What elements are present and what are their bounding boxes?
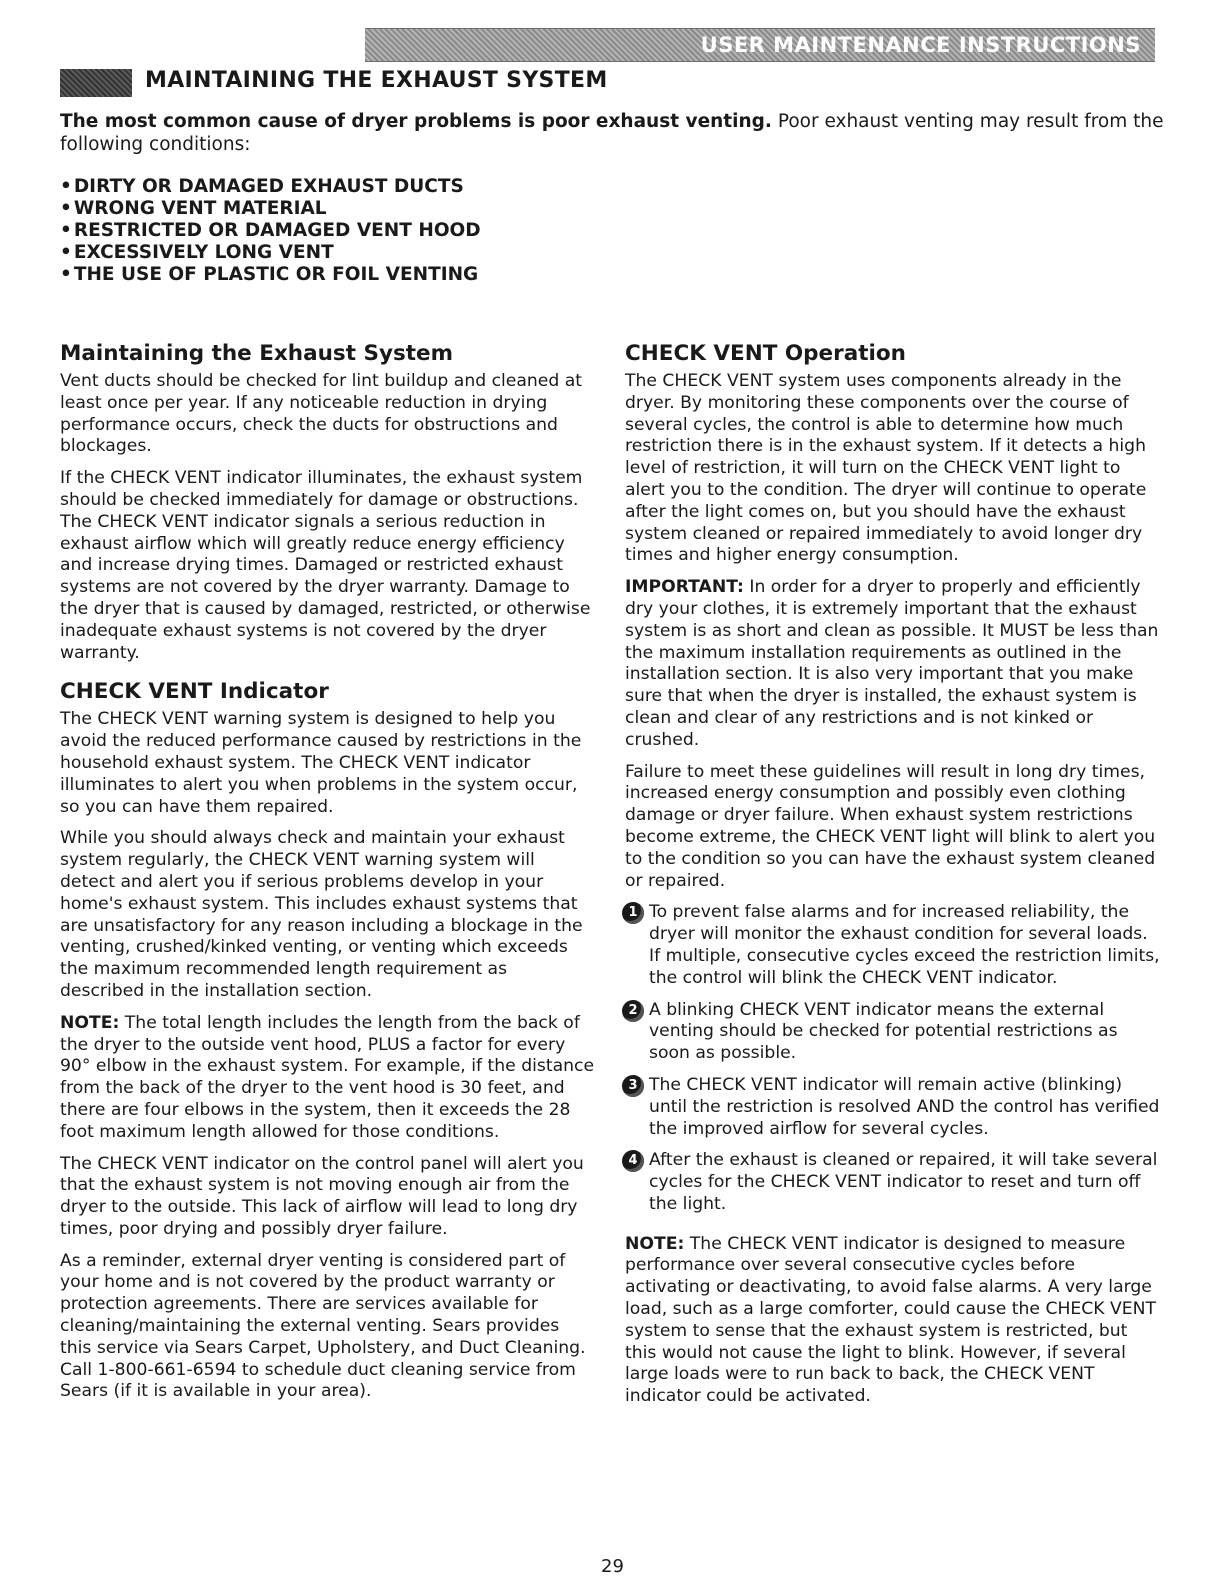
important-label: IMPORTANT: (625, 577, 744, 598)
operation-paragraph-1: The CHECK VENT system uses components already in the dryer. By monitoring these components over the course of several cycles, the control is able to determine how much restriction there is in the exhaust system. If it detects a high level of restriction, it will turn on the CHECK VENT light to alert you to the condition. The dryer will continue to operate after the light comes on, but you should have the exhaust system cleaned or repaired immediately to avoid longer dry times and higher energy consumption. (625, 371, 1147, 566)
step-item (625, 1075, 1160, 1140)
steps-list (625, 902, 1160, 1215)
note-text: The CHECK VENT indicator is designed to measure performance over several consecutive cycles before activating or deactivating, to avoid false alarms. A very large load, such as a large comforter, could cause the CHECK VENT system to sense that the exhaust system is restricted, but this would not cause the light to blink. However, if several large loads were to run back to back, the CHECK VENT indicator could be activated. (625, 1233, 1156, 1407)
step-item (625, 1150, 1160, 1215)
condition-item: • EXCESSIVELY LONG VENT (60, 242, 481, 264)
note-label: NOTE: (625, 1233, 685, 1254)
step-text: To prevent false alarms and for increased reliability, the dryer will monitor the exhaust condition for several loads. If multiple, consecutive cycles exceed the restriction limits, the control will blink the CHECK VENT indicator. (649, 902, 1160, 988)
header-title: USER MAINTENANCE INSTRUCTIONS (700, 33, 1141, 57)
note-text: The total length includes the length from the back of the dryer to the outside vent hood, PLUS a factor for every 90° elbow in the exhaust system. For example, if the distance from the back of the dryer to the vent hood is 30 feet, and there are four elbows in the system, then it exceeds the 28 foot maximum length allowed for those conditions. (60, 1012, 595, 1142)
indicator-paragraph-2: While you should always check and maintain your exhaust system regularly, the CHECK VENT warning system will detect and alert you if serious problems develop in your home's exhaust system. This includes exhaust systems that are unsatisfactory for any reason including a blockage in the venting, crushed/kinked venting, or venting which exceeds the maximum recommended length requirement as described in the installation section. (60, 828, 583, 1001)
maintaining-paragraph-2: If the CHECK VENT indicator illuminates, the exhaust system should be checked immediately for damage or obstructions. The CHECK VENT indicator signals a serious reduction in exhaust airflow which will greatly reduce energy efficiency and increase drying times. Damaged or restricted exhaust systems are not covered by the dryer warranty. Damage to the dryer that is caused by damaged, restricted, or otherwise inadequate exhaust systems is not covered by the dryer warranty. (60, 468, 591, 663)
intro-bold: The most common cause of dryer problems is poor exhaust venting. (60, 111, 772, 132)
intro-paragraph (60, 110, 1170, 156)
step-number-icon: 3 (622, 1075, 644, 1097)
conditions-list (60, 176, 481, 286)
step-number-icon: 1 (622, 902, 644, 924)
section-title: MAINTAINING THE EXHAUST SYSTEM (145, 68, 608, 93)
page-number: 29 (601, 1556, 624, 1577)
step-number-icon: 2 (622, 1000, 644, 1022)
maintaining-paragraph-1: Vent ducts should be checked for lint buildup and cleaned at least once per year. If any noticeable reduction in drying performance occurs, check the ducts for obstructions and blockages. (60, 371, 583, 457)
condition-item: • THE USE OF PLASTIC OR FOIL VENTING (60, 264, 481, 286)
operation-paragraph-2: Failure to meet these guidelines will result in long dry times, increased energy consumption and possibly even clothing damage or dryer failure. When exhaust system restrictions become extreme, the CHECK VENT light will blink to alert you to the condition so you can have the exhaust system cleaned or repaired. (625, 761, 1156, 891)
note-label: NOTE: (60, 1012, 120, 1033)
important-paragraph (625, 577, 1160, 751)
operation-heading: CHECK VENT Operation (625, 341, 906, 366)
header-band (365, 28, 1155, 62)
step-item (625, 902, 1160, 989)
step-text: The CHECK VENT indicator will remain active (blinking) until the restriction is resolved AND the control has verified the improved airflow for several cycles. (649, 1074, 1160, 1139)
condition-item: • RESTRICTED OR DAMAGED VENT HOOD (60, 220, 481, 242)
consecutive-cycles-note (625, 1234, 1160, 1408)
left-column (60, 340, 595, 1413)
step-item (625, 1000, 1160, 1065)
step-number-icon: 4 (622, 1150, 644, 1172)
condition-item: • WRONG VENT MATERIAL (60, 198, 481, 220)
indicator-heading: CHECK VENT Indicator (60, 679, 329, 705)
indicator-paragraph-3: The CHECK VENT indicator on the control panel will alert you that the exhaust system is not moving enough air from the dryer to the outside. This lack of airflow will lead to long dry times, poor drying and possibly dryer failure. (60, 1153, 584, 1239)
indicator-paragraph-4: As a reminder, external dryer venting is considered part of your home and is not covered by the product warranty or protection agreements. There are services available for cleaning/maintaining the external venting. Sears provides this service via Sears Carpet, Upholstery, and Duct Cleaning. Call 1-800-661-6594 to schedule duct cleaning service from Sears (if it is available in your area). (60, 1250, 586, 1402)
step-text: A blinking CHECK VENT indicator means the external venting should be checked for potential restrictions as soon as possible. (649, 999, 1118, 1064)
section-marker (60, 69, 132, 97)
length-note (60, 1013, 595, 1144)
indicator-paragraph-1: The CHECK VENT warning system is designed to help you avoid the reduced performance caused by restrictions in the household exhaust system. The CHECK VENT indicator illuminates to alert you when problems in the system occur, so you can have them repaired. (60, 709, 582, 817)
condition-item: • DIRTY OR DAMAGED EXHAUST DUCTS (60, 176, 481, 198)
maintaining-heading: Maintaining the Exhaust System (60, 341, 454, 366)
step-text: After the exhaust is cleaned or repaired, it will take several cycles for the CHECK VENT indicator to reset and turn off the light. (649, 1150, 1158, 1214)
right-column (625, 340, 1160, 1418)
important-text: In order for a dryer to properly and efficiently dry your clothes, it is extremely important that the exhaust system is as short and clean as possible. It MUST be less than the maximum installation requirements as outlined in the installation section. It is also very important that you make sure that when the dryer is installed, the exhaust system is clean and clear of any restrictions and is not kinked or crushed. (625, 577, 1159, 750)
intro-rest: Poor exhaust venting may result from the following conditions: (60, 111, 1164, 155)
